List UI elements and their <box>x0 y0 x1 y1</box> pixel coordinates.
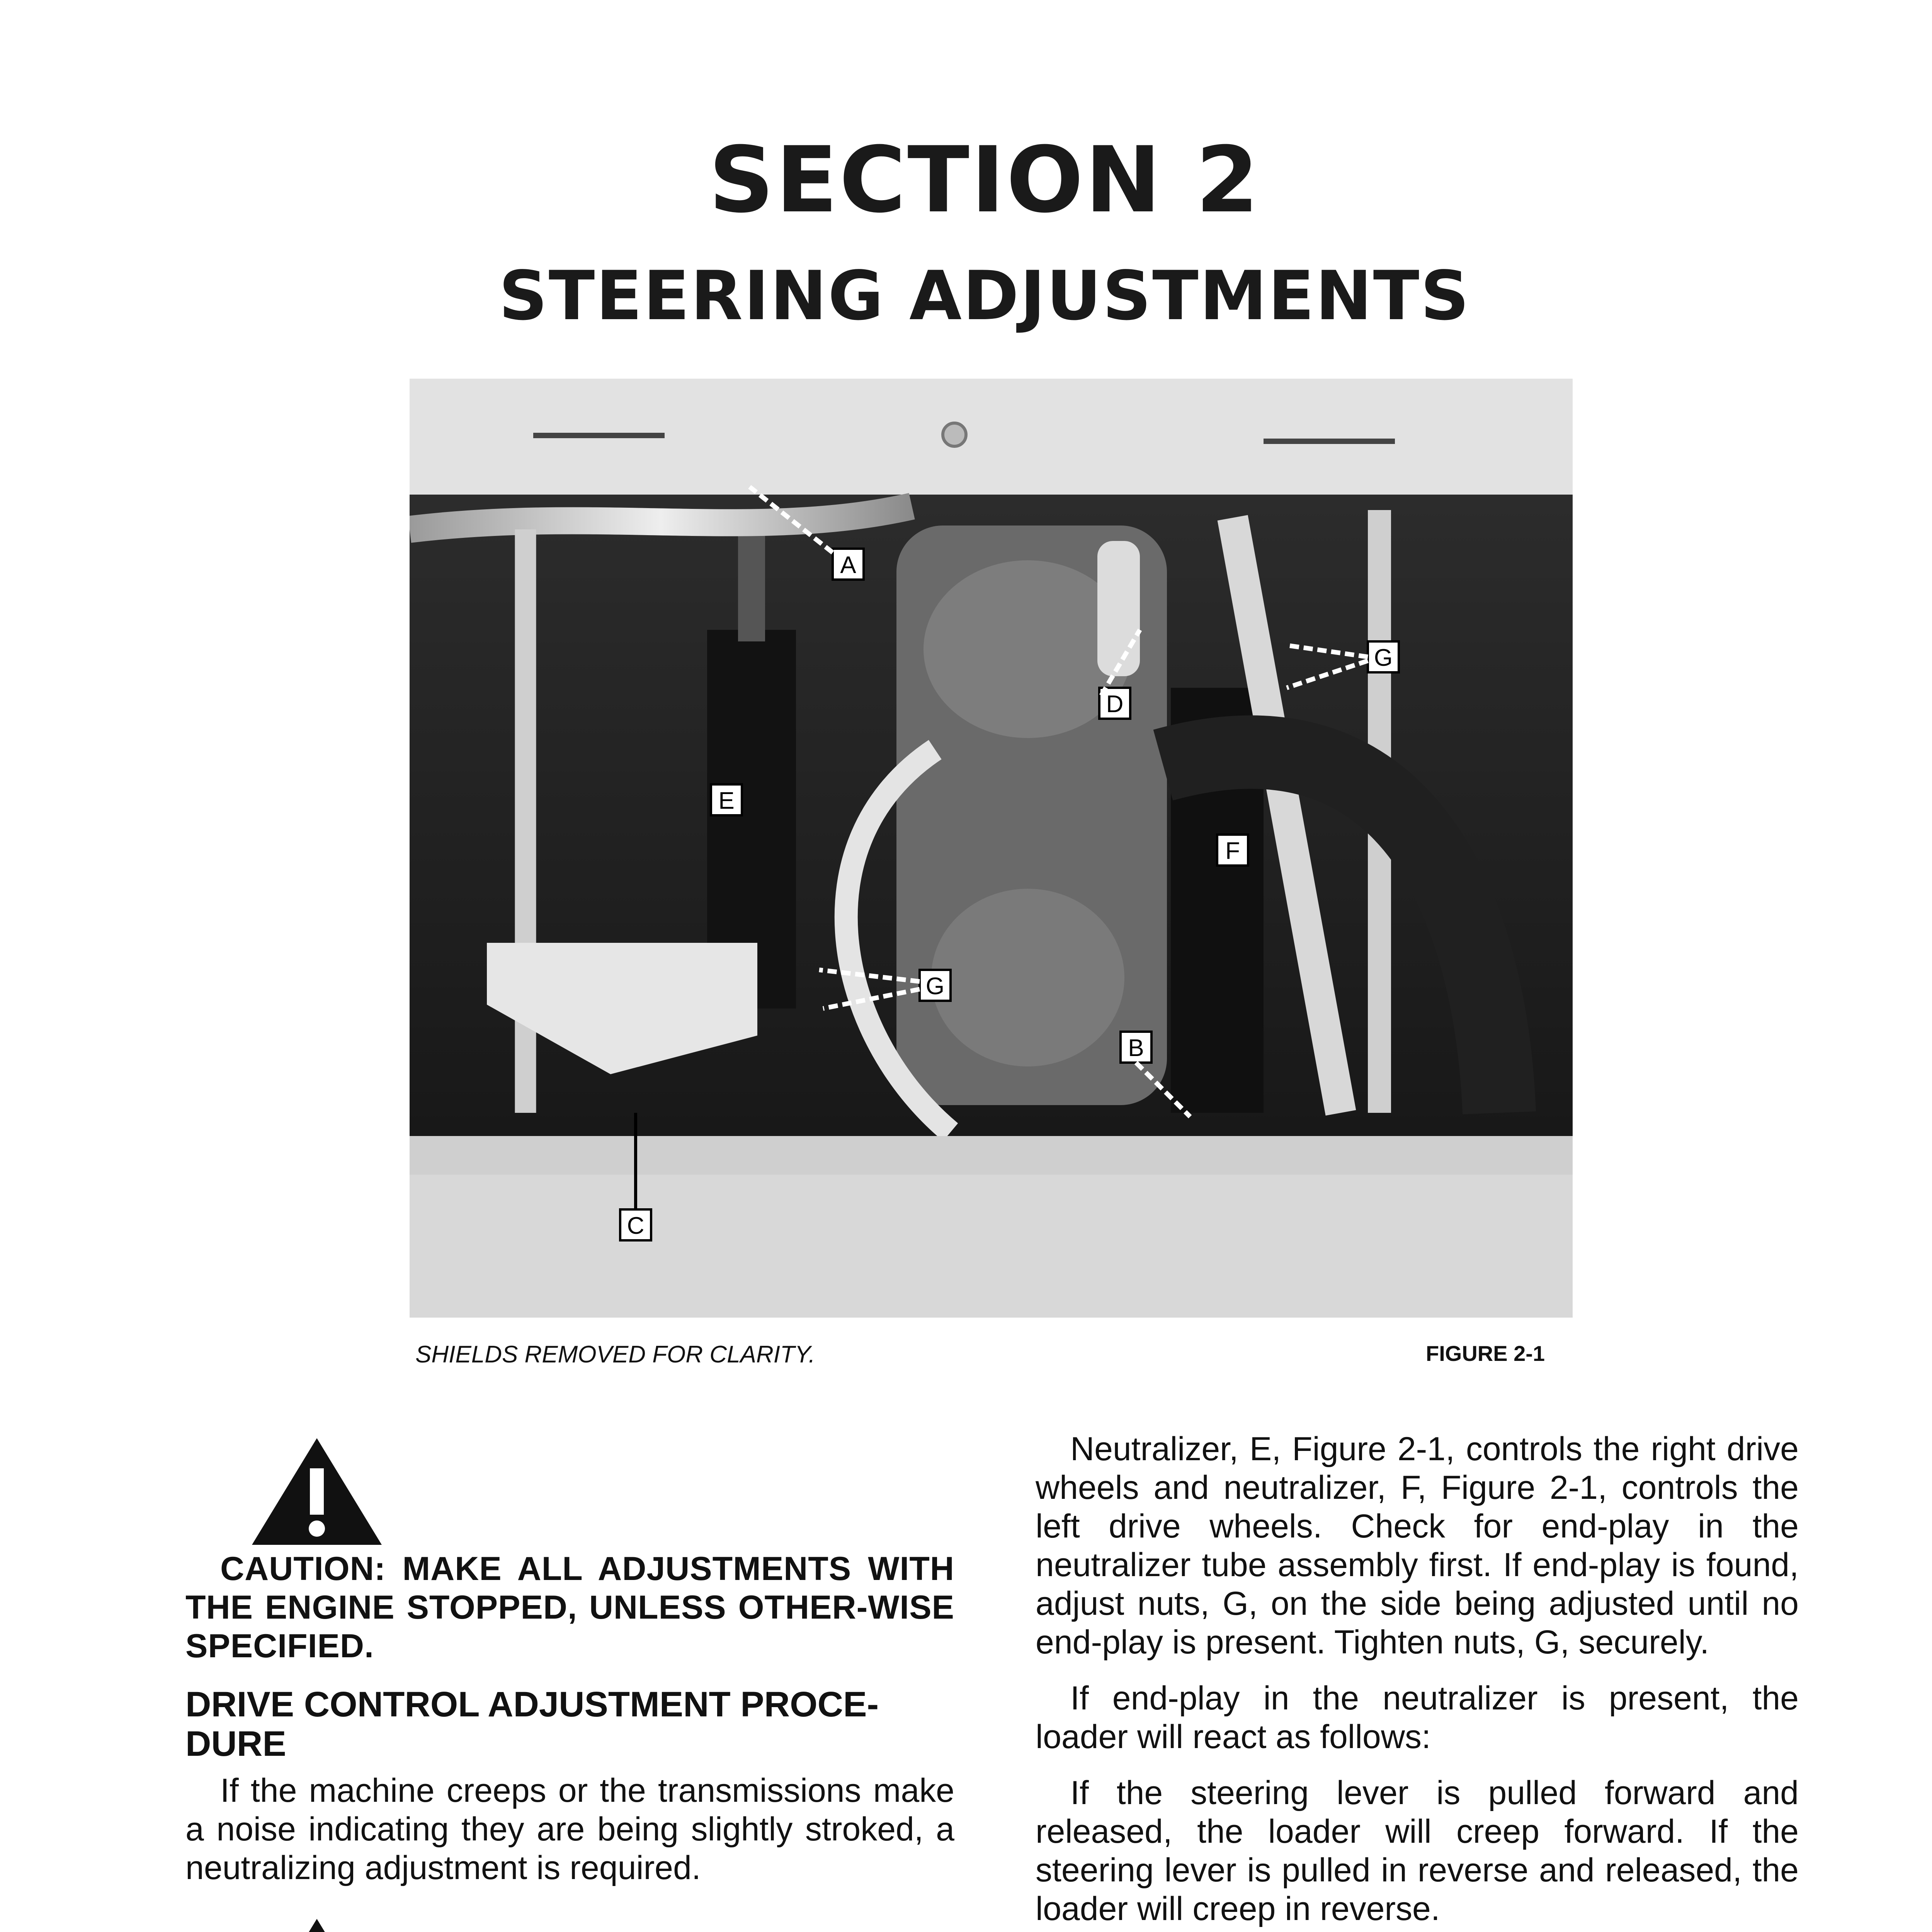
section-title: SECTION 2 <box>709 128 1260 233</box>
paragraph: If the machine creeps or the transmissions make a noise indicating they are being slightly stroked, a neutralizing adjustment is required. <box>185 1772 954 1886</box>
callout-f: F <box>1225 838 1240 864</box>
figure-note: SHIELDS REMOVED FOR CLARITY. <box>415 1341 815 1368</box>
figure-photo <box>410 379 1573 1318</box>
paragraph: Neutralizer, E, Figure 2-1, controls the right drive wheels and neutralizer, F, Figure 2-1, controls the left drive wheels. Check for end-play in the neutralizer tube assembly first. If end-play is found, adjust nuts, G, on the side being adjusted until no end-play is present. Tighten nuts, G, securely. <box>1036 1430 1799 1661</box>
right-column <box>1036 1430 1799 1932</box>
callout-d: D <box>1106 691 1124 718</box>
callout-e: E <box>718 787 735 814</box>
left-column <box>185 1430 954 1932</box>
section-heading: DRIVE CONTROL ADJUSTMENT PROCE-DURE <box>185 1685 879 1764</box>
callout-g-lower: G <box>925 973 945 1000</box>
figure-label: FIGURE 2-1 <box>1426 1341 1545 1366</box>
callout-b: B <box>1128 1035 1144 1061</box>
callout-c: C <box>627 1213 645 1239</box>
page-title: STEERING ADJUSTMENTS <box>498 257 1471 335</box>
callout-a: A <box>840 552 856 578</box>
paragraph: If the steering lever is pulled forward and released, the loader will creep forward. If the steering lever is pulled in reverse and released, the loader will creep in reverse. <box>1036 1774 1799 1927</box>
callout-g-upper: G <box>1374 645 1393 671</box>
warning-icon <box>247 1434 386 1549</box>
warning-icon <box>247 1914 386 1932</box>
paragraph: If end-play in the neutralizer is present, the loader will react as follows: <box>1036 1680 1799 1755</box>
caution-adjustments: CAUTION: MAKE ALL ADJUSTMENTS WITH THE ENGINE STOPPED, UNLESS OTHER-WISE SPECIFIED. <box>185 1550 954 1665</box>
